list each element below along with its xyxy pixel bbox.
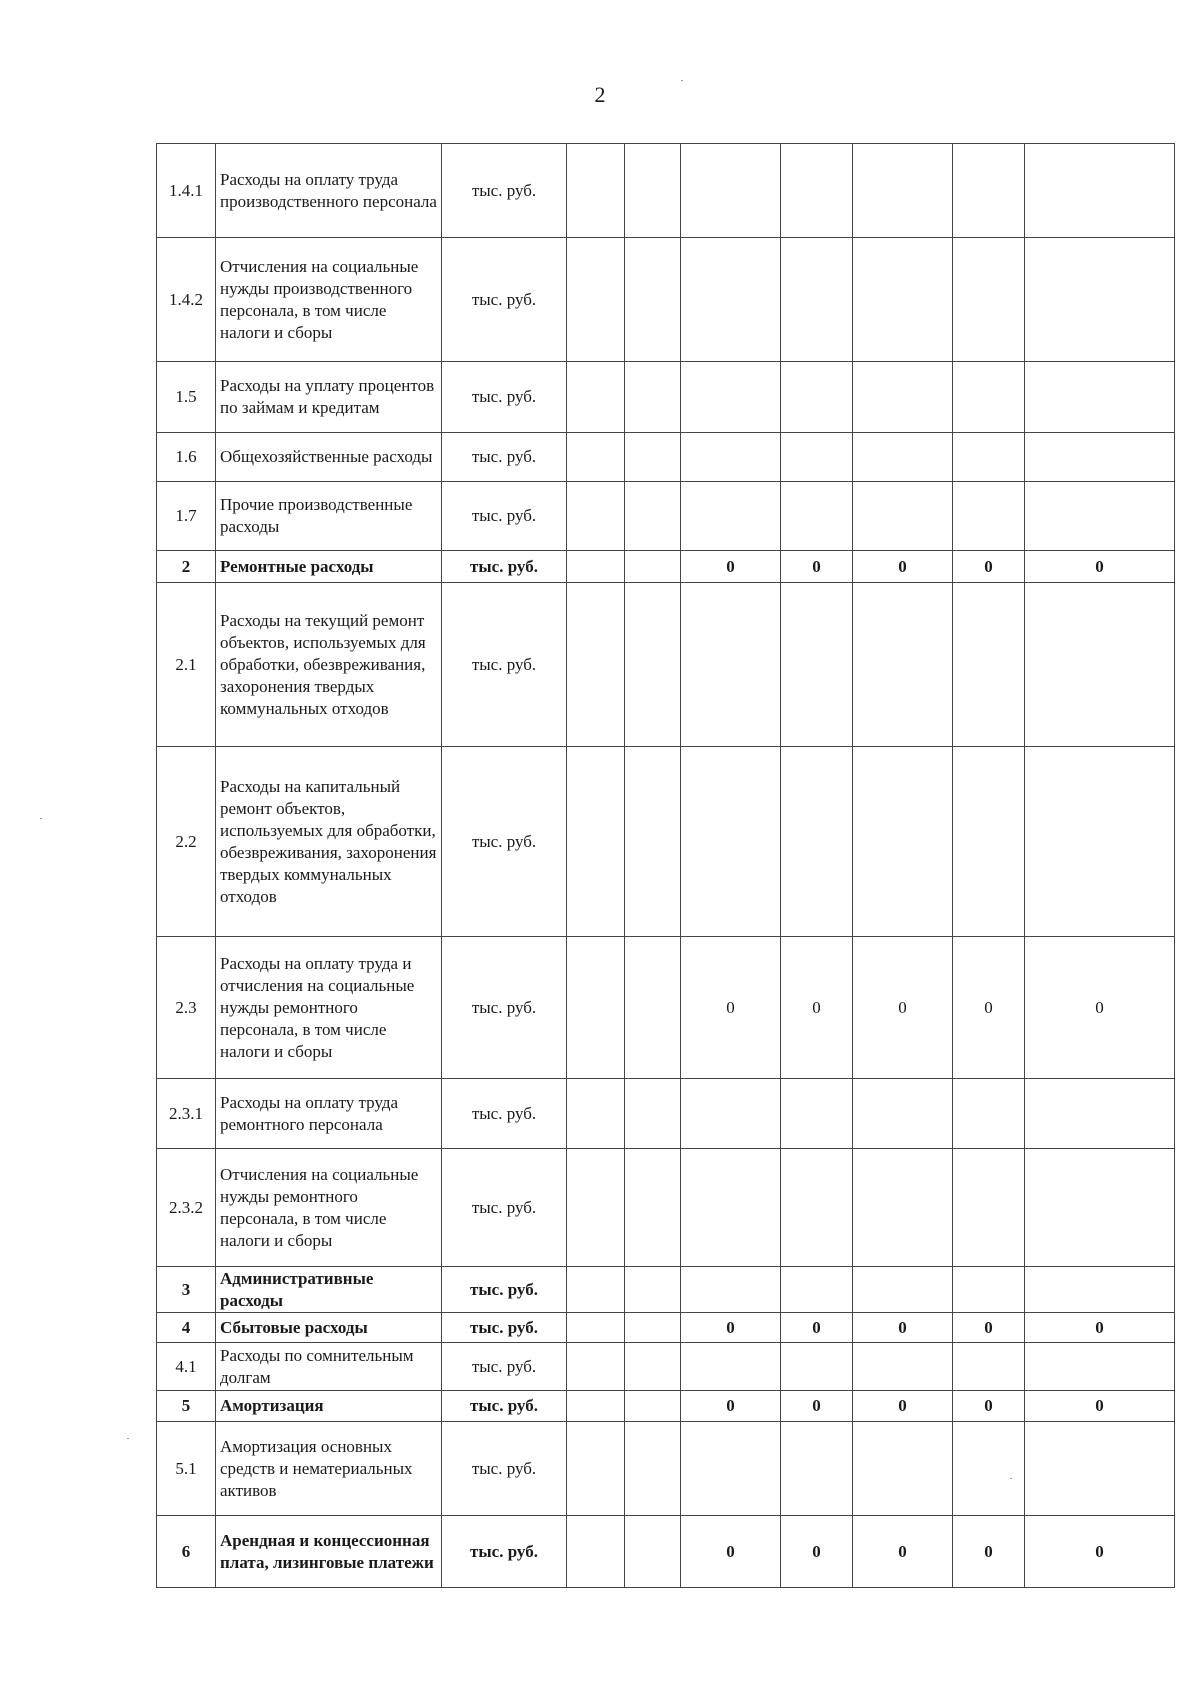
value-cell xyxy=(681,1149,781,1267)
row-number: 2.2 xyxy=(157,747,216,937)
value-cell: 0 xyxy=(953,1313,1025,1343)
value-cell xyxy=(625,747,681,937)
value-cell xyxy=(625,1391,681,1422)
value-cell xyxy=(953,747,1025,937)
row-unit: тыс. руб. xyxy=(442,1343,567,1391)
value-cell: 0 xyxy=(853,551,953,583)
row-name: Расходы на текущий ремонт объектов, используемых для обработки, обезвреживания, захоронения твердых коммунальных отходов xyxy=(216,583,442,747)
row-unit: тыс. руб. xyxy=(442,144,567,238)
value-cell xyxy=(681,1343,781,1391)
row-name: Расходы на капитальный ремонт объектов, используемых для обработки, обезвреживания, захоронения твердых коммунальных отходов xyxy=(216,747,442,937)
value-cell xyxy=(1025,1079,1175,1149)
row-unit: тыс. руб. xyxy=(442,583,567,747)
value-cell: 0 xyxy=(953,551,1025,583)
value-cell xyxy=(853,238,953,362)
value-cell: 0 xyxy=(681,1313,781,1343)
table-row xyxy=(157,1313,1175,1343)
value-cell xyxy=(1025,583,1175,747)
value-cell xyxy=(953,1267,1025,1313)
value-cell xyxy=(953,1079,1025,1149)
scan-speck xyxy=(1010,1478,1012,1479)
table-row xyxy=(157,482,1175,551)
row-name: Общехозяйственные расходы xyxy=(216,433,442,482)
row-name: Расходы на оплату труда ремонтного персонала xyxy=(216,1079,442,1149)
row-unit: тыс. руб. xyxy=(442,1313,567,1343)
table-row xyxy=(157,1267,1175,1313)
value-cell xyxy=(567,362,625,433)
value-cell: 0 xyxy=(1025,1516,1175,1588)
value-cell xyxy=(781,238,853,362)
value-cell xyxy=(625,1313,681,1343)
value-cell: 0 xyxy=(953,937,1025,1079)
value-cell xyxy=(625,551,681,583)
table-row xyxy=(157,1079,1175,1149)
table-row xyxy=(157,1391,1175,1422)
row-number: 4 xyxy=(157,1313,216,1343)
value-cell xyxy=(781,482,853,551)
value-cell xyxy=(953,433,1025,482)
row-number: 3 xyxy=(157,1267,216,1313)
value-cell xyxy=(625,1267,681,1313)
value-cell xyxy=(625,1079,681,1149)
table-row xyxy=(157,362,1175,433)
value-cell xyxy=(853,1343,953,1391)
row-number: 2 xyxy=(157,551,216,583)
value-cell xyxy=(625,1149,681,1267)
value-cell xyxy=(781,1079,853,1149)
table-row xyxy=(157,1516,1175,1588)
value-cell xyxy=(567,1343,625,1391)
value-cell xyxy=(625,583,681,747)
value-cell xyxy=(781,362,853,433)
table-row xyxy=(157,937,1175,1079)
value-cell xyxy=(1025,238,1175,362)
value-cell xyxy=(781,747,853,937)
value-cell xyxy=(567,482,625,551)
row-name: Административные расходы xyxy=(216,1267,442,1313)
table-row xyxy=(157,1149,1175,1267)
row-number: 2.1 xyxy=(157,583,216,747)
row-name: Отчисления на социальные нужды производственного персонала, в том числе налоги и сборы xyxy=(216,238,442,362)
value-cell xyxy=(625,1516,681,1588)
row-unit: тыс. руб. xyxy=(442,1149,567,1267)
row-unit: тыс. руб. xyxy=(442,747,567,937)
row-unit: тыс. руб. xyxy=(442,937,567,1079)
value-cell xyxy=(1025,433,1175,482)
row-name: Ремонтные расходы xyxy=(216,551,442,583)
value-cell xyxy=(853,1422,953,1516)
value-cell: 0 xyxy=(781,937,853,1079)
row-unit: тыс. руб. xyxy=(442,238,567,362)
value-cell xyxy=(567,1149,625,1267)
value-cell: 0 xyxy=(681,937,781,1079)
value-cell xyxy=(625,238,681,362)
value-cell xyxy=(953,482,1025,551)
value-cell: 0 xyxy=(853,1391,953,1422)
row-number: 6 xyxy=(157,1516,216,1588)
value-cell xyxy=(853,583,953,747)
row-unit: тыс. руб. xyxy=(442,1422,567,1516)
value-cell xyxy=(1025,1149,1175,1267)
value-cell: 0 xyxy=(681,1516,781,1588)
value-cell xyxy=(1025,144,1175,238)
row-name: Расходы на оплату труда производственного персонала xyxy=(216,144,442,238)
value-cell xyxy=(567,1516,625,1588)
value-cell xyxy=(567,1391,625,1422)
row-number: 4.1 xyxy=(157,1343,216,1391)
table-row xyxy=(157,144,1175,238)
row-unit: тыс. руб. xyxy=(442,1516,567,1588)
value-cell xyxy=(1025,362,1175,433)
row-unit: тыс. руб. xyxy=(442,433,567,482)
value-cell xyxy=(567,1313,625,1343)
value-cell xyxy=(1025,1422,1175,1516)
value-cell xyxy=(681,144,781,238)
value-cell xyxy=(567,144,625,238)
row-name: Отчисления на социальные нужды ремонтного персонала, в том числе налоги и сборы xyxy=(216,1149,442,1267)
value-cell xyxy=(781,144,853,238)
table-row xyxy=(157,1343,1175,1391)
value-cell: 0 xyxy=(781,1313,853,1343)
row-name: Расходы по сомнительным долгам xyxy=(216,1343,442,1391)
value-cell: 0 xyxy=(781,1391,853,1422)
value-cell xyxy=(681,583,781,747)
row-number: 2.3 xyxy=(157,937,216,1079)
value-cell xyxy=(953,1422,1025,1516)
value-cell xyxy=(567,551,625,583)
value-cell xyxy=(567,238,625,362)
row-unit: тыс. руб. xyxy=(442,362,567,433)
row-number: 1.7 xyxy=(157,482,216,551)
value-cell: 0 xyxy=(853,937,953,1079)
row-name: Прочие производственные расходы xyxy=(216,482,442,551)
value-cell xyxy=(681,362,781,433)
value-cell xyxy=(681,433,781,482)
table-row xyxy=(157,433,1175,482)
value-cell xyxy=(1025,747,1175,937)
row-unit: тыс. руб. xyxy=(442,482,567,551)
value-cell xyxy=(625,482,681,551)
row-name: Расходы на уплату процентов по займам и кредитам xyxy=(216,362,442,433)
value-cell xyxy=(853,747,953,937)
value-cell: 0 xyxy=(853,1313,953,1343)
table-row xyxy=(157,1422,1175,1516)
value-cell xyxy=(567,1079,625,1149)
value-cell xyxy=(567,1422,625,1516)
value-cell xyxy=(625,937,681,1079)
value-cell: 0 xyxy=(681,1391,781,1422)
row-number: 1.4.2 xyxy=(157,238,216,362)
value-cell xyxy=(567,433,625,482)
row-number: 1.6 xyxy=(157,433,216,482)
value-cell xyxy=(681,1422,781,1516)
value-cell: 0 xyxy=(1025,1313,1175,1343)
value-cell xyxy=(781,1343,853,1391)
table-row xyxy=(157,238,1175,362)
row-number: 2.3.2 xyxy=(157,1149,216,1267)
value-cell xyxy=(625,362,681,433)
value-cell xyxy=(1025,1267,1175,1313)
value-cell: 0 xyxy=(781,551,853,583)
value-cell xyxy=(781,433,853,482)
value-cell: 0 xyxy=(953,1516,1025,1588)
value-cell xyxy=(853,144,953,238)
value-cell: 0 xyxy=(1025,1391,1175,1422)
value-cell xyxy=(781,583,853,747)
value-cell: 0 xyxy=(953,1391,1025,1422)
value-cell xyxy=(567,1267,625,1313)
scan-speck xyxy=(40,818,42,819)
value-cell: 0 xyxy=(681,551,781,583)
value-cell xyxy=(853,1079,953,1149)
value-cell xyxy=(781,1267,853,1313)
value-cell xyxy=(953,362,1025,433)
value-cell xyxy=(567,937,625,1079)
value-cell xyxy=(625,433,681,482)
row-number: 5 xyxy=(157,1391,216,1422)
value-cell xyxy=(953,238,1025,362)
scan-speck xyxy=(127,1438,129,1439)
value-cell xyxy=(853,362,953,433)
row-number: 1.4.1 xyxy=(157,144,216,238)
row-unit: тыс. руб. xyxy=(442,1391,567,1422)
value-cell xyxy=(781,1149,853,1267)
row-unit: тыс. руб. xyxy=(442,551,567,583)
value-cell xyxy=(1025,482,1175,551)
value-cell xyxy=(853,1149,953,1267)
scan-speck xyxy=(681,80,683,81)
value-cell xyxy=(681,1079,781,1149)
value-cell xyxy=(681,747,781,937)
row-name: Сбытовые расходы xyxy=(216,1313,442,1343)
value-cell xyxy=(953,1149,1025,1267)
value-cell xyxy=(953,583,1025,747)
row-unit: тыс. руб. xyxy=(442,1079,567,1149)
page-number: 2 xyxy=(594,82,606,107)
value-cell xyxy=(567,583,625,747)
row-name: Амортизация xyxy=(216,1391,442,1422)
value-cell xyxy=(953,144,1025,238)
value-cell xyxy=(853,482,953,551)
row-number: 2.3.1 xyxy=(157,1079,216,1149)
row-number: 5.1 xyxy=(157,1422,216,1516)
value-cell xyxy=(625,1343,681,1391)
value-cell: 0 xyxy=(1025,551,1175,583)
cost-table xyxy=(156,143,1175,1588)
value-cell xyxy=(781,1422,853,1516)
value-cell: 0 xyxy=(853,1516,953,1588)
value-cell xyxy=(625,144,681,238)
value-cell xyxy=(681,1267,781,1313)
value-cell xyxy=(681,482,781,551)
value-cell: 0 xyxy=(1025,937,1175,1079)
table-row xyxy=(157,583,1175,747)
row-unit: тыс. руб. xyxy=(442,1267,567,1313)
value-cell xyxy=(953,1343,1025,1391)
value-cell xyxy=(853,433,953,482)
row-name: Арендная и концессионная плата, лизинговые платежи xyxy=(216,1516,442,1588)
value-cell: 0 xyxy=(781,1516,853,1588)
row-name: Расходы на оплату труда и отчисления на социальные нужды ремонтного персонала, в том числе налоги и сборы xyxy=(216,937,442,1079)
table-row xyxy=(157,551,1175,583)
value-cell xyxy=(567,747,625,937)
value-cell xyxy=(853,1267,953,1313)
value-cell xyxy=(625,1422,681,1516)
row-name: Амортизация основных средств и нематериальных активов xyxy=(216,1422,442,1516)
row-number: 1.5 xyxy=(157,362,216,433)
value-cell xyxy=(681,238,781,362)
table-row xyxy=(157,747,1175,937)
value-cell xyxy=(1025,1343,1175,1391)
